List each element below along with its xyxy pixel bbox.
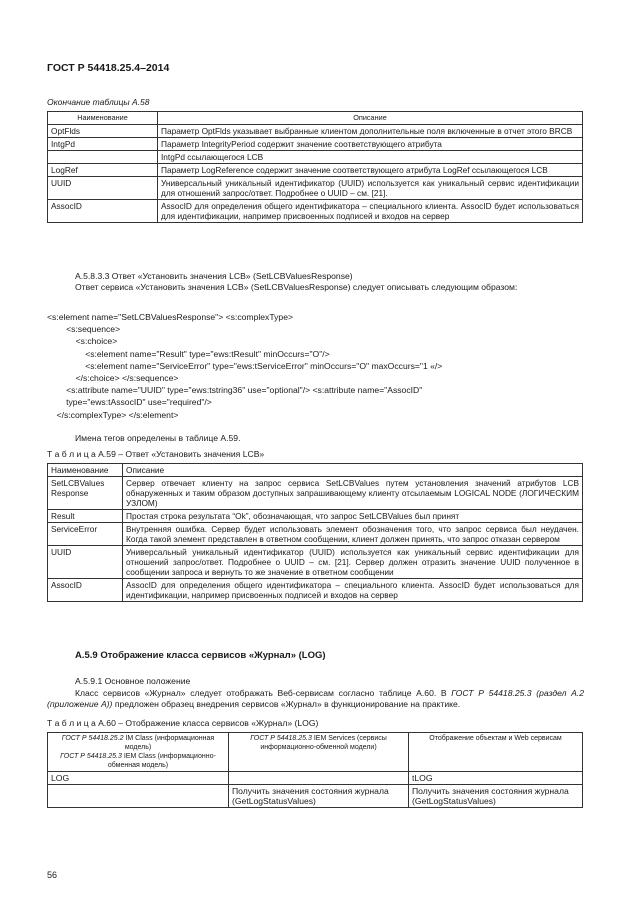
column-header-mapping: Отображение объектам и Web сервисам <box>409 733 583 772</box>
header-text: IEM Services (сервисы информационно-обменной модели) <box>260 735 387 751</box>
code-line: <s:choice> <box>47 336 118 347</box>
cell-name: OptFlds <box>48 125 158 138</box>
table-row <box>48 772 583 785</box>
cell-description: Параметр IntegrityPeriod содержит значение соответствующего атрибута <box>158 138 583 151</box>
cell-service <box>229 772 409 785</box>
section-heading-a5833: А.5.8.3.3 Ответ «Установить значения LCB» (SetLCBValuesResponse) <box>75 271 353 281</box>
cell-description: Простая строка результата “Ok”, обозначающая, что запрос SetLCBValues был принят <box>123 510 583 523</box>
cell-name: AssocID <box>48 200 158 223</box>
code-line: </s:choice> </s:sequence> <box>47 373 179 384</box>
cell-description: Параметр LogReference содержит значение соответствующего атрибута LogRef ссылающегося LCB <box>158 164 583 177</box>
cell-service: Получить значения состояния журнала (GetLogStatusValues) <box>229 785 409 808</box>
table-row <box>48 200 583 223</box>
table-row <box>48 510 583 523</box>
cell-name: UUID <box>48 177 158 200</box>
header-line <box>51 752 225 770</box>
table-row <box>48 138 583 151</box>
standard-reference: ГОСТ Р 54418.25.3 <box>60 753 122 760</box>
section-paragraph-a5833: Ответ сервиса «Установить значения LCB» (SetLCBValuesResponse) следует описывать следующим образом: <box>75 282 518 292</box>
page-number: 56 <box>47 870 58 880</box>
cell-description: Сервер отвечает клиенту на запрос сервиса SetLCBValues путем установления значений атрибутов LCB обнаруженных и таким образом доступных запрашивающему клиенту отсылаемым LOGICAL NODE (ЛОГИЧЕСКИМ УЗЛОМ) <box>123 477 583 510</box>
cell-mapping: tLOG <box>409 772 583 785</box>
table-row <box>48 125 583 138</box>
table60 <box>47 732 583 808</box>
column-header-description: Описание <box>123 464 583 477</box>
xml-code-block <box>47 311 592 421</box>
cell-description: Универсальный уникальный идентификатор (UUID) используется как уникальный сервис идентификации для отношений запрос/ответ. Подробнее о UUID – см. [21]. <box>158 177 583 200</box>
column-header-description: Описание <box>158 112 583 125</box>
cell-description: Универсальный уникальный идентификатор (UUID) используется как уникальный сервис идентификации для отношений запрос/ответ. Подробнее о UUID – см. [21]. Сервер должен отразить значение UUID полученное в сообщении запроса и вернуть то же значение в ответном сообщении <box>123 546 583 579</box>
table-row <box>48 177 583 200</box>
table-row <box>48 785 583 808</box>
cell-name: AssocID <box>48 579 123 602</box>
cell-name: Result <box>48 510 123 523</box>
header-text: IEM Class (информационно-обменная модель) <box>107 753 216 769</box>
cell-class: LOG <box>48 772 229 785</box>
standard-reference: ГОСТ Р 54418.25.2 <box>61 735 124 742</box>
cell-name: ServiceError <box>48 523 123 546</box>
code-line: <s:attribute name="UUID" type="ews:tstring36" use="optional"/> <s:attribute name="AssocID" <box>47 385 423 396</box>
code-line: <s:element name="SetLCBValuesResponse"> <s:complexType> <box>47 312 293 322</box>
table58 <box>47 111 583 223</box>
column-header-name: Наименование <box>48 112 158 125</box>
paragraph-text: Класс сервисов «Журнал» следует отображать Веб-сервисам согласно таблице А.60. В <box>75 688 447 698</box>
header-text: IM Class (информационная модель) <box>124 735 215 751</box>
table-row <box>48 579 583 602</box>
table-row <box>48 151 583 164</box>
cell-name <box>48 151 158 164</box>
table59-caption: Т а б л и ц а А.59 – Ответ «Установить значения LCB» <box>47 449 265 459</box>
column-header-name: Наименование <box>48 464 123 477</box>
cell-description: AssocID для определения общего идентификатора – специального клиента. AssocID будет использоваться для идентификации, например присвоенных подписей и входов на сервер <box>123 579 583 602</box>
subsection-a591: А.5.9.1 Основное положение <box>75 676 191 686</box>
cell-mapping: Получить значения состояния журнала (GetLogStatusValues) <box>409 785 583 808</box>
table-row <box>48 477 583 510</box>
cell-description: Параметр OptFlds указывает выбранные клиентом дополнительные поля включенные в отчет этого BRCB <box>158 125 583 138</box>
code-line: <s:sequence> <box>47 324 121 335</box>
code-line: </s:complexType> </s:element> <box>47 409 179 420</box>
table60-caption: Т а б л и ц а А.60 – Отображение класса сервисов «Журнал» (LOG) <box>47 718 319 728</box>
column-header-model <box>48 733 229 772</box>
paragraph-text: предложен образец внедрения сервисов «Журнал» в функционирование на практике. <box>114 699 461 709</box>
standard-reference: ГОСТ Р 54418.25.3 <box>250 735 312 742</box>
table-header-row <box>48 464 583 477</box>
column-header-services <box>229 733 409 772</box>
table-row <box>48 164 583 177</box>
code-line: <s:element name="ServiceError" type="ews:tServiceError" minOccurs="O" maxOccurs="1 «/> <box>47 360 443 371</box>
section-title-a59: А.5.9 Отображение класса сервисов «Журнал» (LOG) <box>75 650 326 661</box>
table-header-row <box>48 112 583 125</box>
note-tag-names: Имена тегов определены в таблице А.59. <box>75 433 241 443</box>
cell-name: UUID <box>48 546 123 579</box>
header-line <box>51 734 225 752</box>
cell-name: LogRef <box>48 164 158 177</box>
cell-description: Внутренняя ошибка. Сервер будет использовать элемент обозначения того, что запрос сервиса был неудачен. Когда такой элемент представлен в ответном сообщении, клиент должен принять, что запрос отказан сервером <box>123 523 583 546</box>
cell-description: AssocID для определения общего идентификатора – специального клиента. AssocID будет использоваться для идентификации, например присвоенных подписей и входов на сервер <box>158 200 583 223</box>
table-header-row <box>48 733 583 772</box>
code-line: <s:element name="Result" type="ews:tResult" minOccurs="O"/> <box>47 348 330 359</box>
cell-name: SetLCBValues Response <box>48 477 123 510</box>
table-row <box>48 523 583 546</box>
code-line: type="ews:tAssocID" use="required"/> <box>47 397 212 408</box>
standard-reference: ГОСТ Р 54418.25.3 (раздел А.2 (приложение А)) <box>47 688 585 709</box>
cell-class <box>48 785 229 808</box>
section-paragraph-a591 <box>47 688 584 710</box>
table58-caption: Окончание таблицы А.58 <box>47 97 150 107</box>
table59 <box>47 463 583 602</box>
cell-name: IntgPd <box>48 138 158 151</box>
table-row <box>48 546 583 579</box>
cell-description: IntgPd ссылающегося LCB <box>158 151 583 164</box>
document-header: ГОСТ Р 54418.25.4–2014 <box>47 62 170 74</box>
